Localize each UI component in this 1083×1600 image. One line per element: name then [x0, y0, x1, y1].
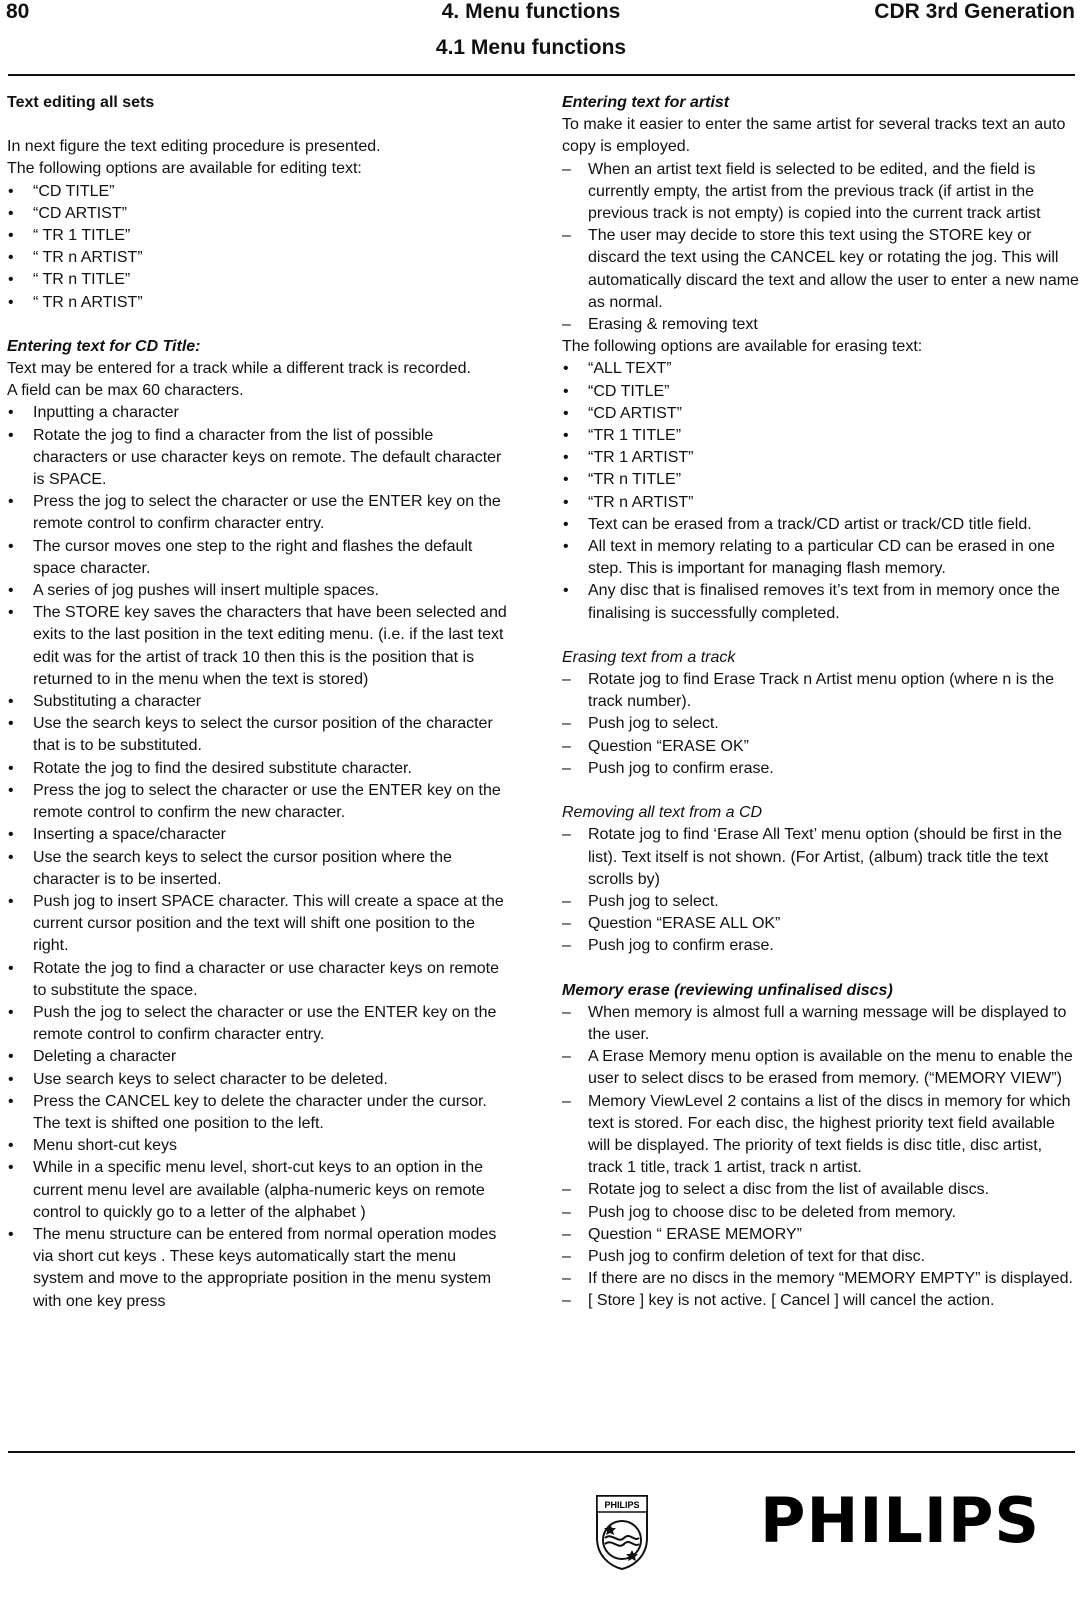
header-rule [8, 74, 1075, 76]
list-item: • “ TR n ARTIST” [7, 292, 507, 314]
list-item: • “TR 1 ARTIST” [562, 447, 1080, 469]
list-item: • The cursor moves one step to the right and flashes the default space character. [7, 536, 507, 580]
section-title: 4.1 Menu functions [435, 36, 627, 59]
paragraph: A field can be max 60 characters. [7, 382, 244, 400]
editing-options-list [7, 181, 507, 314]
list-item: • Use search keys to select character to be deleted. [7, 1069, 507, 1091]
list-item: – The user may decide to store this text using the STORE key or discard the text using the CANCEL key or rotating the jog. This will automatically discard the text and allow the user to enter a new name as normal. [562, 225, 1080, 314]
list-item: • Push jog to insert SPACE character. This will create a space at the current cursor position and the text will shift one position to the right. [7, 891, 507, 958]
page-number: 80 [6, 0, 30, 23]
philips-wordmark: PHILIPS [760, 1484, 1041, 1557]
list-item: – Push jog to confirm deletion of text for that disc. [562, 1246, 1080, 1268]
list-item: • The menu structure can be entered from normal operation modes via short cut keys . These keys automatically start the menu system and move to the appropriate position in the menu system with one key press [7, 1224, 507, 1313]
list-item: • “ TR n TITLE” [7, 269, 507, 291]
list-item: • “CD TITLE” [7, 181, 507, 203]
list-item: – When memory is almost full a warning message will be displayed to the user. [562, 1002, 1080, 1046]
list-item: – Rotate jog to find Erase Track n Artist menu option (where n is the track number). [562, 669, 1080, 713]
list-item: • While in a specific menu level, short-cut keys to an option in the current menu level are available (alpha-numeric keys on remote control to quickly go to a letter of the alphabet ) [7, 1157, 507, 1224]
list-item: – Push jog to select. [562, 891, 1080, 913]
list-item: • Press the CANCEL key to delete the character under the cursor. The text is shifted one position to the left. [7, 1091, 507, 1135]
heading-remove-all: Removing all text from a CD [562, 804, 763, 822]
intro-line-1: In next figure the text editing procedure is presented. [7, 138, 381, 156]
list-item: • Any disc that is finalised removes it’s text from in memory once the finalising is successfully completed. [562, 580, 1080, 624]
list-item: • Inserting a space/character [7, 824, 507, 846]
list-item: • “ALL TEXT” [562, 358, 1080, 380]
list-item: • “CD TITLE” [562, 381, 1080, 403]
list-item: • A series of jog pushes will insert multiple spaces. [7, 580, 507, 602]
list-item: – Erasing & removing text [562, 314, 1080, 336]
list-item: – Question “ERASE OK” [562, 736, 1080, 758]
list-item: – [ Store ] key is not active. [ Cancel ] will cancel the action. [562, 1290, 1080, 1312]
erase-track-steps-list [562, 669, 1080, 780]
heading-text-editing: Text editing all sets [7, 94, 155, 111]
document-title: CDR 3rd Generation [874, 0, 1075, 23]
list-item: • Rotate the jog to find the desired substitute character. [7, 758, 507, 780]
list-item: • Use the search keys to select the cursor position of the character that is to be substituted. [7, 713, 507, 757]
list-item: • “TR n TITLE” [562, 469, 1080, 491]
svg-text:PHILIPS: PHILIPS [604, 1500, 640, 1510]
list-item: • “TR 1 TITLE” [562, 425, 1080, 447]
list-item: • “TR n ARTIST” [562, 492, 1080, 514]
list-item: – Push jog to confirm erase. [562, 758, 1080, 780]
cd-title-steps-list [7, 402, 507, 1312]
list-item: – Question “ERASE ALL OK” [562, 913, 1080, 935]
list-item: – Rotate jog to select a disc from the list of available discs. [562, 1179, 1080, 1201]
paragraph: Text may be entered for a track while a different track is recorded. [7, 360, 471, 378]
list-item: • “CD ARTIST” [7, 203, 507, 225]
list-item: • “ TR n ARTIST” [7, 247, 507, 269]
list-item: • Press the jog to select the character or use the ENTER key on the remote control to confirm character entry. [7, 491, 507, 535]
memory-erase-steps-list [562, 1002, 1080, 1313]
list-item: • Deleting a character [7, 1046, 507, 1068]
list-item: – A Erase Memory menu option is available on the menu to enable the user to select discs to be erased from memory. (“MEMORY VIEW”) [562, 1046, 1080, 1090]
intro-line-2: The following options are available for editing text: [7, 160, 362, 178]
list-item: – Push jog to select. [562, 713, 1080, 735]
heading-memory-erase: Memory erase (reviewing unfinalised discs) [562, 981, 893, 999]
artist-steps-list [562, 159, 1080, 337]
list-item: • Menu short-cut keys [7, 1135, 507, 1157]
heading-erase-track: Erasing text from a track [562, 648, 736, 666]
list-item: • “CD ARTIST” [562, 403, 1080, 425]
list-item: – Rotate jog to find ‘Erase All Text’ menu option (should be first in the list). Text itself is not shown. (For Artist, (album) track title the text scrolls by) [562, 824, 1080, 891]
paragraph: To make it easier to enter the same artist for several tracks text an auto copy is employed. [562, 116, 1066, 156]
paragraph: The following options are available for erasing text: [562, 338, 923, 356]
list-item: – If there are no discs in the memory “MEMORY EMPTY” is displayed. [562, 1268, 1080, 1290]
list-item: • Use the search keys to select the cursor position where the character is to be inserted. [7, 847, 507, 891]
left-column [7, 92, 507, 1313]
list-item: • Inputting a character [7, 402, 507, 424]
erase-options-list [562, 358, 1080, 624]
list-item: • Rotate the jog to find a character or use character keys on remote to substitute the space. [7, 958, 507, 1002]
list-item: • Substituting a character [7, 691, 507, 713]
footer-rule [8, 1451, 1075, 1453]
right-column [562, 92, 1080, 1313]
list-item: – When an artist text field is selected to be edited, and the field is currently empty, the artist from the previous track (if artist in the previous track is not empty) is copied into the current track artist [562, 159, 1080, 226]
list-item: – Push jog to choose disc to be deleted from memory. [562, 1202, 1080, 1224]
list-item: • “ TR 1 TITLE” [7, 225, 507, 247]
heading-artist: Entering text for artist [562, 94, 730, 111]
list-item: – Memory ViewLevel 2 contains a list of the discs in memory for which text is stored. For each disc, the highest priority text field available will be displayed. The priority of text fields is disc title, disc artist, track 1 title, track 1 artist, track n artist. [562, 1091, 1080, 1180]
heading-cd-title: Entering text for CD Title: [7, 337, 201, 355]
philips-shield-logo [594, 1494, 650, 1570]
list-item: • Push the jog to select the character or use the ENTER key on the remote control to confirm character entry. [7, 1002, 507, 1046]
chapter-title: 4. Menu functions [441, 0, 621, 23]
list-item: • The STORE key saves the characters that have been selected and exits to the last position in the text editing menu. (i.e. if the last text edit was for the artist of track 10 then this is the position that is returned to in the menu when the text is stored) [7, 602, 507, 691]
list-item: • Rotate the jog to find a character from the list of possible characters or use character keys on remote. The default character is SPACE. [7, 425, 507, 492]
list-item: • Press the jog to select the character or use the ENTER key on the remote control to confirm the new character. [7, 780, 507, 824]
remove-all-steps-list [562, 824, 1080, 957]
list-item: – Push jog to confirm erase. [562, 935, 1080, 957]
list-item: – Question “ ERASE MEMORY” [562, 1224, 1080, 1246]
list-item: • Text can be erased from a track/CD artist or track/CD title field. [562, 514, 1080, 536]
list-item: • All text in memory relating to a particular CD can be erased in one step. This is important for managing flash memory. [562, 536, 1080, 580]
